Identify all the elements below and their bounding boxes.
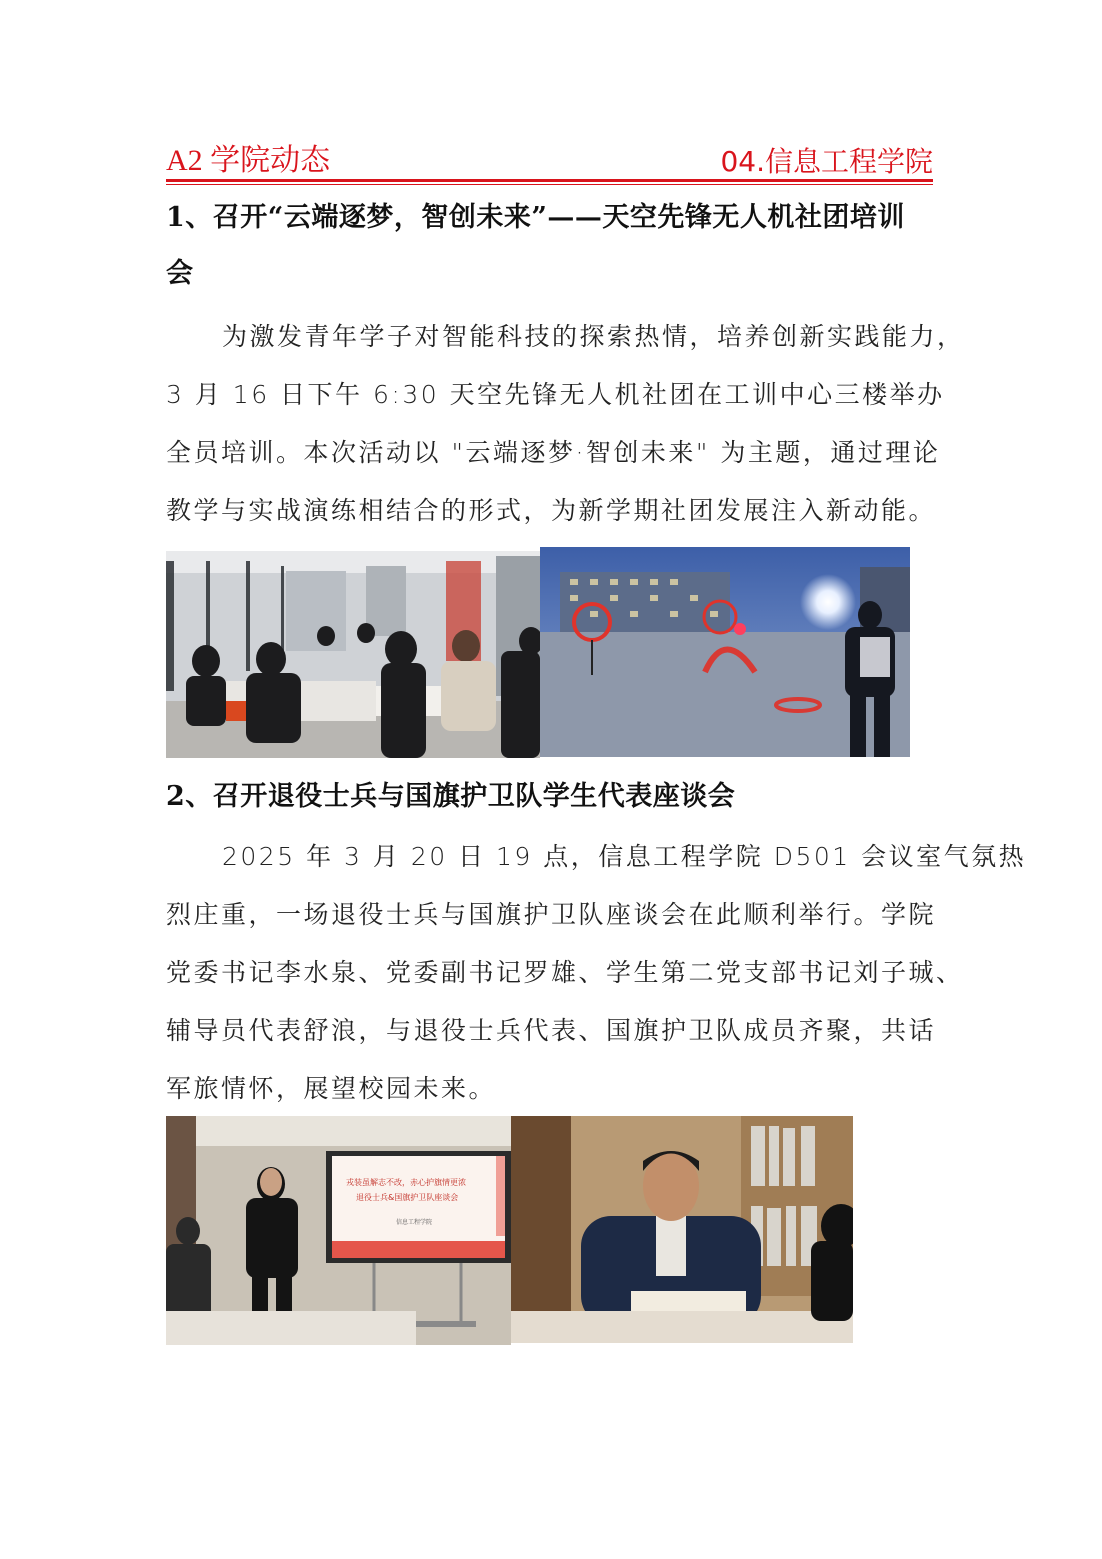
article1-body-line: 全员培训。本次活动以 "云端逐梦·智创未来" 为主题，通过理论 bbox=[166, 438, 941, 467]
article1-title-line2: 会 bbox=[166, 258, 194, 289]
article2-title: 2、召开退役士兵与国旗护卫队学生代表座谈会 bbox=[166, 781, 736, 812]
slide-line1: 戎装虽解志不改，赤心护旗情更浓 bbox=[346, 1178, 466, 1187]
article1-title bbox=[166, 190, 936, 302]
article2-body-line: 辅导员代表舒浪，与退役士兵代表、国旗护卫队成员齐聚，共话 bbox=[166, 1016, 937, 1045]
header-rule-thick bbox=[166, 179, 933, 182]
secretary-speaking-photo bbox=[511, 1116, 853, 1343]
article1-title-line1: 1、召开“云端逐梦，智创未来”——天空先锋无人机社团培训 bbox=[166, 202, 905, 233]
veteran-speaking-photo bbox=[166, 1116, 511, 1345]
article1-body bbox=[166, 308, 965, 540]
article1-body-line: 教学与实战演练相结合的形式，为新学期社团发展注入新动能。 bbox=[166, 496, 937, 525]
header-rule-thin bbox=[166, 184, 933, 185]
article2-body-line: 烈庄重，一场退役士兵与国旗护卫队座谈会在此顺利举行。学院 bbox=[166, 900, 937, 929]
slide-org: 信息工程学院 bbox=[396, 1219, 433, 1226]
drone-practice-photo bbox=[540, 547, 910, 757]
article2-body-line: 2025 年 3 月 20 日 19 点，信息工程学院 D501 会议室气氛热 bbox=[222, 842, 1027, 871]
article2-body-line: 党委书记李水泉、党委副书记罗雄、学生第二党支部书记刘子珹、 bbox=[166, 958, 964, 987]
section-title: A2 学院动态 bbox=[166, 144, 331, 177]
article2-body-line: 军旅情怀，展望校园未来。 bbox=[166, 1074, 497, 1103]
article1-body-line: 3 月 16 日下午 6:30 天空先锋无人机社团在工训中心三楼举办 bbox=[166, 380, 945, 409]
college-name: 04.信息工程学院 bbox=[720, 145, 933, 178]
page-header bbox=[166, 143, 933, 179]
article1-body-line: 为激发青年学子对智能科技的探索热情，培养创新实践能力， bbox=[222, 322, 965, 351]
training-classroom-photo bbox=[166, 551, 540, 758]
article2-body bbox=[166, 828, 1027, 1118]
slide-line2: 退役士兵&国旗护卫队座谈会 bbox=[356, 1193, 459, 1202]
